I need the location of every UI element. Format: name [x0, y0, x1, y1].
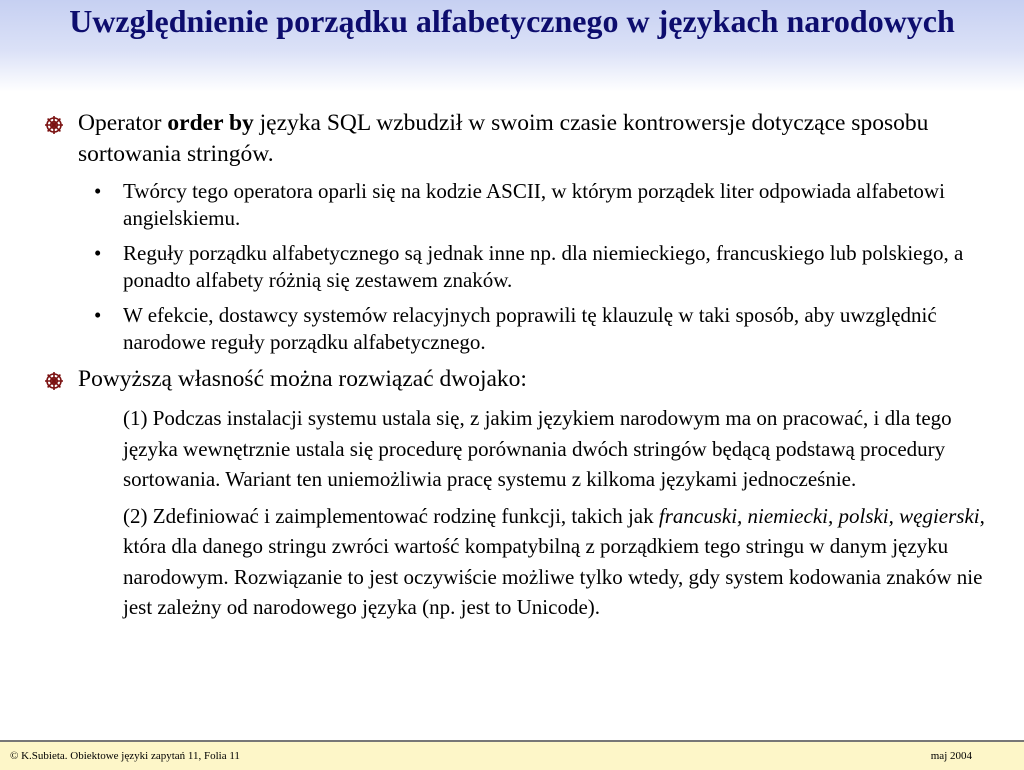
footer-date: maj 2004	[930, 750, 972, 762]
sub-item-text: Twórcy tego operatora oparli się na kodzie ASCII, w którym porządek liter odpowiada alfabetowi angielskiemu.	[123, 179, 945, 230]
sub-item-1	[0, 178, 1024, 232]
sub-bullet-dot: •	[94, 303, 102, 327]
sub-item-3	[0, 302, 1024, 356]
option-2-text-start: (2) Zdefiniować i zaimplementować rodzinę funkcji, takich jak	[123, 503, 659, 528]
bullet-2-text: Powyższą własność można rozwiązać dwojako:	[78, 366, 527, 392]
sub-item-text: Reguły porządku alfabetycznego są jednak inne np. dla niemieckiego, francuskiego lub polskiego, a ponadto alfabety różnią się zestawem znaków.	[123, 241, 964, 292]
bullet-item-1	[0, 108, 1024, 170]
bullet-item-2	[0, 364, 1024, 395]
footer-copyright: © K.Subieta. Obiektowe języki zapytań 11, Folia 11	[10, 750, 240, 762]
option-2-text-end: , która dla danego stringu zwróci wartość kompatybilną z porządkiem tego stringu w danym języku narodowym. Rozwiązanie to jest oczywiście możliwe tylko wtedy, gdy system kodowania znaków nie jest zależny od narodowego języka (np. jest to Unicode).	[123, 503, 985, 619]
sub-item-text: W efekcie, dostawcy systemów relacyjnych poprawili tę klauzulę w taki sposób, aby uwzględnić narodowe reguły porządku alfabetycznego.	[123, 303, 937, 354]
option-1-paragraph	[0, 403, 1024, 495]
sub-item-2	[0, 240, 1024, 294]
ornament-bullet-icon	[44, 371, 64, 391]
sub-bullet-dot: •	[94, 241, 102, 265]
slide-title: Uwzględnienie porządku alfabetycznego w językach narodowych	[69, 3, 955, 39]
bullet-1-text-end: języka SQL wzbudził w swoim czasie kontrowersje dotyczące sposobu sortowania stringów.	[78, 110, 929, 167]
ornament-bullet-icon	[44, 115, 64, 135]
slide-content	[0, 108, 1024, 629]
option-1-text: (1) Podczas instalacji systemu ustala się, z jakim językiem narodowym ma on pracować, i dla tego języka wewnętrznie ustala się procedurę porównania dwóch stringów będącą podstawą procedury sortowania. Wariant ten uniemożliwia pracę systemu z kilkoma językami jednocześnie.	[123, 406, 952, 491]
sub-bullet-dot: •	[94, 179, 102, 203]
order-by-keyword: order by	[167, 110, 254, 136]
option-2-paragraph	[0, 501, 1024, 623]
footer-bar	[0, 740, 1024, 770]
bullet-1-text-start: Operator	[78, 110, 168, 136]
function-names: francuski, niemiecki, polski, węgierski	[658, 503, 980, 528]
